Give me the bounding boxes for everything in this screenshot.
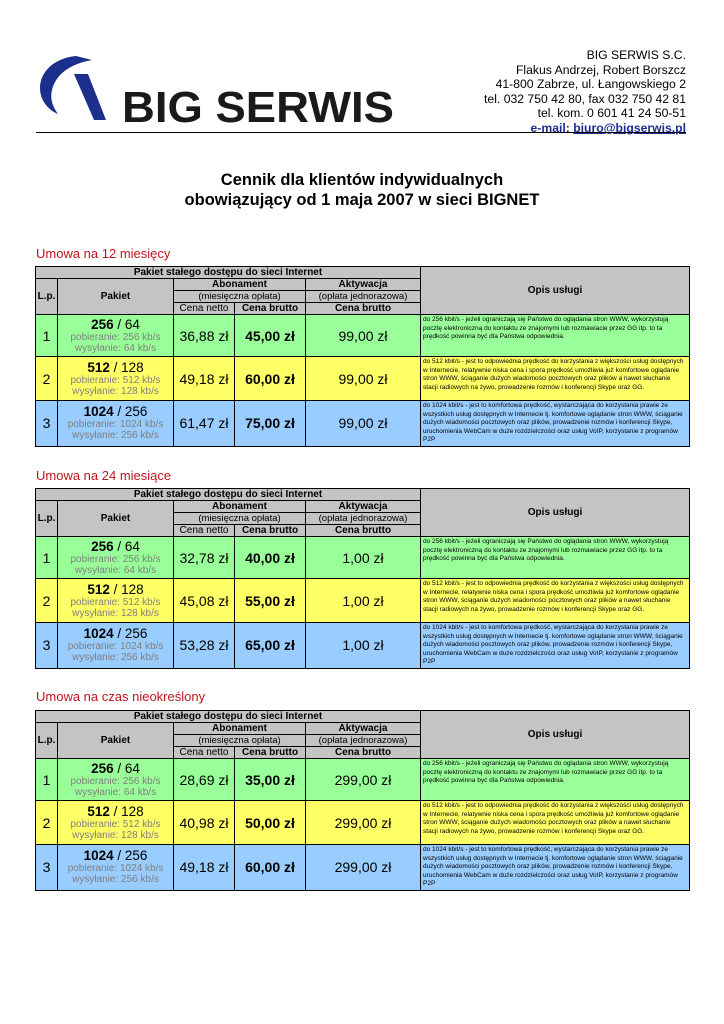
upload-text: wysyłanie: 256 kb/s xyxy=(72,874,159,886)
upload-text: wysyłanie: 128 kb/s xyxy=(72,385,159,397)
price-netto: 53,28 zł xyxy=(174,623,235,669)
header-netto: Cena netto xyxy=(174,747,235,759)
header-abonament-sub: (miesięczna opłata) xyxy=(174,513,306,525)
activation-price: 1,00 zł xyxy=(306,623,421,669)
table-row xyxy=(36,759,690,801)
price-brutto: 65,00 zł xyxy=(235,623,306,669)
price-brutto: 35,00 zł xyxy=(235,759,306,801)
price-brutto: 55,00 zł xyxy=(235,579,306,623)
download-speed: 1024 xyxy=(83,848,114,864)
header-opis: Opis usługi xyxy=(421,711,690,759)
speed-slash: / xyxy=(113,538,125,554)
email-link[interactable]: biuro@bigserwis.pl xyxy=(573,120,686,135)
upload-speed: 64 xyxy=(124,538,140,554)
row-package xyxy=(58,623,174,669)
header-aktywacja-sub: (opłata jednorazowa) xyxy=(306,291,421,303)
row-lp: 2 xyxy=(36,357,58,401)
header-abonament: Abonament xyxy=(174,279,306,291)
header-abonament: Abonament xyxy=(174,723,306,735)
header-netto: Cena netto xyxy=(174,303,235,315)
header-aktywacja: Aktywacja xyxy=(306,501,421,513)
company-owners: Flakus Andrzej, Robert Borszcz xyxy=(515,62,686,77)
header-pakiet: Pakiet xyxy=(58,723,174,759)
speed-slash: / xyxy=(113,626,125,642)
row-package xyxy=(58,401,174,447)
header-abonament: Abonament xyxy=(174,501,306,513)
price-brutto: 60,00 zł xyxy=(235,357,306,401)
service-description: do 512 kbit/s - jest to odpowiednia prędkość do korzystania z większości usług dostępnych w Internecie, relatywnie niska cena i spora prędkość umożliwia już komfortowe oglądanie stron WWW, ściąganie dużych wiadomości pocztowych oraz plików a nawet słuchanie stacji radiowych na żywo, prowadzenie rozmów i konferencji Skype oraz GG. xyxy=(421,579,690,623)
header-opis: Opis usługi xyxy=(421,267,690,315)
svg-text:BIG SERWIS: BIG SERWIS xyxy=(122,83,394,126)
download-speed: 256 xyxy=(91,538,114,554)
header-aktywacja-sub: (opłata jednorazowa) xyxy=(306,735,421,747)
speed-slash: / xyxy=(113,404,125,420)
table-row xyxy=(36,579,690,623)
header-pakiet: Pakiet xyxy=(58,279,174,315)
download-speed: 1024 xyxy=(83,404,114,420)
header-netto: Cena netto xyxy=(174,525,235,537)
company-address: 41-800 Zabrze, ul. Łangowskiego 2 xyxy=(495,77,686,92)
title-line-1: Cennik dla klientów indywidualnych xyxy=(220,171,504,189)
download-text: pobieranie: 512 kb/s xyxy=(70,818,161,830)
header-brutto: Cena brutto xyxy=(235,525,306,537)
speed-slash: / xyxy=(109,803,122,819)
company-name: BIG SERWIS S.C. xyxy=(586,48,686,62)
speed-slash: / xyxy=(109,581,122,597)
row-lp: 1 xyxy=(36,315,58,357)
price-netto: 49,18 zł xyxy=(174,357,235,401)
row-lp: 3 xyxy=(36,845,58,891)
price-netto: 61,47 zł xyxy=(174,401,235,447)
table-row xyxy=(36,401,690,447)
row-package xyxy=(58,845,174,891)
price-netto: 49,18 zł xyxy=(174,845,235,891)
upload-text: wysyłanie: 128 kb/s xyxy=(72,829,159,841)
service-description: do 1024 kbit/s - jest to komfortowa prędkość, wystarczająca do korzystania prawie ze wszystkich usług dostępnych w Internecie tj. komfortowe oglądanie stron WWW, ściąganie dużych wiadomości pocztowych oraz plików, prowadzenie rozmów i konferencji Skype, uruchomienia WebCam w duże rozdzielczości oraz usług VoIP, korzystanie z programów P2P xyxy=(421,845,690,891)
activation-price: 99,00 zł xyxy=(306,401,421,447)
activation-price: 299,00 zł xyxy=(306,759,421,801)
download-text: pobieranie: 1024 kb/s xyxy=(67,641,164,653)
header-top: Pakiet stałego dostępu do sieci Internet xyxy=(36,711,421,723)
row-lp: 1 xyxy=(36,759,58,801)
price-brutto: 40,00 zł xyxy=(235,537,306,579)
upload-text: wysyłanie: 64 kb/s xyxy=(74,564,157,576)
row-package xyxy=(58,315,174,357)
company-phone: tel. 032 750 42 80, fax 032 750 42 81 xyxy=(484,91,686,106)
header-aktywacja: Aktywacja xyxy=(306,279,421,291)
download-text: pobieranie: 256 kb/s xyxy=(70,775,161,787)
upload-text: wysyłanie: 128 kb/s xyxy=(72,607,159,619)
download-text: pobieranie: 512 kb/s xyxy=(70,596,161,608)
price-netto: 45,08 zł xyxy=(174,579,235,623)
upload-text: wysyłanie: 256 kb/s xyxy=(72,430,159,442)
header-pakiet: Pakiet xyxy=(58,501,174,537)
header-opis: Opis usługi xyxy=(421,489,690,537)
row-package xyxy=(58,357,174,401)
row-lp: 2 xyxy=(36,801,58,845)
upload-speed: 64 xyxy=(124,760,140,776)
download-speed: 1024 xyxy=(83,626,114,642)
price-netto: 40,98 zł xyxy=(174,801,235,845)
company-email-line xyxy=(484,121,686,136)
row-lp: 2 xyxy=(36,579,58,623)
download-speed: 512 xyxy=(87,581,110,597)
row-package xyxy=(58,759,174,801)
speed-slash: / xyxy=(109,359,122,375)
service-description: do 512 kbit/s - jest to odpowiednia prędkość do korzystania z większości usług dostępnych w Internecie, relatywnie niska cena i spora prędkość umożliwia już komfortowe oglądanie stron WWW, ściąganie dużych wiadomości pocztowych oraz plików a nawet słuchanie stacji radiowych na żywo, prowadzenie rozmów i konferencji Skype oraz GG. xyxy=(421,801,690,845)
upload-speed: 128 xyxy=(121,581,144,597)
table-row xyxy=(36,537,690,579)
activation-price: 299,00 zł xyxy=(306,801,421,845)
header-top: Pakiet stałego dostępu do sieci Internet xyxy=(36,489,421,501)
download-text: pobieranie: 256 kb/s xyxy=(70,331,161,343)
speed-slash: / xyxy=(113,848,125,864)
email-label: e-mail: xyxy=(530,120,570,135)
price-netto: 32,78 zł xyxy=(174,537,235,579)
company-info xyxy=(484,48,686,136)
activation-price: 99,00 zł xyxy=(306,315,421,357)
header-abonament-sub: (miesięczna opłata) xyxy=(174,735,306,747)
download-speed: 512 xyxy=(87,803,110,819)
price-netto: 28,69 zł xyxy=(174,759,235,801)
header-top: Pakiet stałego dostępu do sieci Internet xyxy=(36,267,421,279)
download-speed: 256 xyxy=(91,760,114,776)
activation-price: 299,00 zł xyxy=(306,845,421,891)
header-aktywacja-sub: (opłata jednorazowa) xyxy=(306,513,421,525)
row-lp: 3 xyxy=(36,623,58,669)
section-heading: Umowa na 12 miesięcy xyxy=(36,246,171,261)
download-speed: 512 xyxy=(87,359,110,375)
row-package xyxy=(58,801,174,845)
header-lp: L.p. xyxy=(36,279,58,315)
upload-speed: 128 xyxy=(121,359,144,375)
header-brutto: Cena brutto xyxy=(235,303,306,315)
big-serwis-logo xyxy=(36,54,396,126)
row-package xyxy=(58,537,174,579)
row-lp: 3 xyxy=(36,401,58,447)
upload-speed: 64 xyxy=(124,316,140,332)
header-brutto: Cena brutto xyxy=(235,747,306,759)
price-table xyxy=(35,710,690,891)
section-heading: Umowa na 24 miesiące xyxy=(36,468,172,483)
speed-slash: / xyxy=(113,760,125,776)
upload-text: wysyłanie: 64 kb/s xyxy=(74,786,157,798)
upload-speed: 256 xyxy=(124,848,148,864)
table-row xyxy=(36,801,690,845)
speed-slash: / xyxy=(113,316,125,332)
upload-speed: 128 xyxy=(121,803,144,819)
price-brutto: 75,00 zł xyxy=(235,401,306,447)
download-text: pobieranie: 1024 kb/s xyxy=(67,419,164,431)
download-speed: 256 xyxy=(91,316,114,332)
price-brutto: 45,00 zł xyxy=(235,315,306,357)
download-text: pobieranie: 512 kb/s xyxy=(70,374,161,386)
header-lp: L.p. xyxy=(36,723,58,759)
company-mobile: tel. kom. 0 601 41 24 50-51 xyxy=(537,106,686,121)
price-brutto: 60,00 zł xyxy=(235,845,306,891)
service-description: do 512 kbit/s - jest to odpowiednia prędkość do korzystania z większości usług dostępnych w Internecie, relatywnie niska cena i spora prędkość umożliwia już komfortowe oglądanie stron WWW, ściąganie dużych wiadomości pocztowych oraz plików a nawet słuchanie stacji radiowych na żywo, prowadzenie rozmów i konferencji Skype oraz GG. xyxy=(421,357,690,401)
service-description: do 256 kbit/s - jeżeli ograniczają się Państwo do oglądania stron WWW, wykorzystują pocztę elektroniczną do kontaktu ze znajomymi lub rozmawiacie przez GG itp. to ta prędkość powinna być dla Państwa odpowiednia. xyxy=(421,759,690,801)
price-netto: 36,88 zł xyxy=(174,315,235,357)
header-lp: L.p. xyxy=(36,501,58,537)
activation-price: 1,00 zł xyxy=(306,579,421,623)
activation-price: 99,00 zł xyxy=(306,357,421,401)
download-text: pobieranie: 256 kb/s xyxy=(70,553,161,565)
header-akt-brutto: Cena brutto xyxy=(306,525,421,537)
service-description: do 1024 kbit/s - jest to komfortowa prędkość, wystarczająca do korzystania prawie ze wszystkich usług dostępnych w Internecie tj. komfortowe oglądanie stron WWW, ściąganie dużych wiadomości pocztowych oraz plików, prowadzenie rozmów i konferencji Skype, uruchomienia WebCam w duże rozdzielczości oraz usług VoIP, korzystanie z programów P2P xyxy=(421,401,690,447)
table-row xyxy=(36,623,690,669)
header-divider xyxy=(36,132,686,133)
price-table xyxy=(35,266,690,447)
price-brutto: 50,00 zł xyxy=(235,801,306,845)
title-line-2: obowiązujący od 1 maja 2007 w sieci BIGNET xyxy=(184,191,540,209)
upload-speed: 256 xyxy=(124,626,148,642)
header-akt-brutto: Cena brutto xyxy=(306,747,421,759)
service-description: do 256 kbit/s - jeżeli ograniczają się Państwo do oglądania stron WWW, wykorzystują pocztę elektroniczną do kontaktu ze znajomymi lub rozmawiacie przez GG itp. to ta prędkość powinna być dla Państwa odpowiednia. xyxy=(421,537,690,579)
price-table xyxy=(35,488,690,669)
row-package xyxy=(58,579,174,623)
row-lp: 1 xyxy=(36,537,58,579)
upload-text: wysyłanie: 64 kb/s xyxy=(74,342,157,354)
download-text: pobieranie: 1024 kb/s xyxy=(67,863,164,875)
header-aktywacja: Aktywacja xyxy=(306,723,421,735)
service-description: do 1024 kbit/s - jest to komfortowa prędkość, wystarczająca do korzystania prawie ze wszystkich usług dostępnych w Internecie tj. komfortowe oglądanie stron WWW, ściąganie dużych wiadomości pocztowych oraz plików, prowadzenie rozmów i konferencji Skype, uruchomienia WebCam w duże rozdzielczości oraz usług VoIP, korzystanie z programów P2P xyxy=(421,623,690,669)
table-row xyxy=(36,315,690,357)
upload-speed: 256 xyxy=(124,404,148,420)
upload-text: wysyłanie: 256 kb/s xyxy=(72,652,159,664)
service-description: do 256 kbit/s - jeżeli ograniczają się Państwo do oglądania stron WWW, wykorzystują pocztę elektroniczną do kontaktu ze znajomymi lub rozmawiacie przez GG itp. to ta prędkość powinna być dla Państwa odpowiednia. xyxy=(421,315,690,357)
section-heading: Umowa na czas nieokreślony xyxy=(36,689,206,704)
activation-price: 1,00 zł xyxy=(306,537,421,579)
header-akt-brutto: Cena brutto xyxy=(306,303,421,315)
page-title xyxy=(0,170,724,210)
table-row xyxy=(36,357,690,401)
table-row xyxy=(36,845,690,891)
header-abonament-sub: (miesięczna opłata) xyxy=(174,291,306,303)
